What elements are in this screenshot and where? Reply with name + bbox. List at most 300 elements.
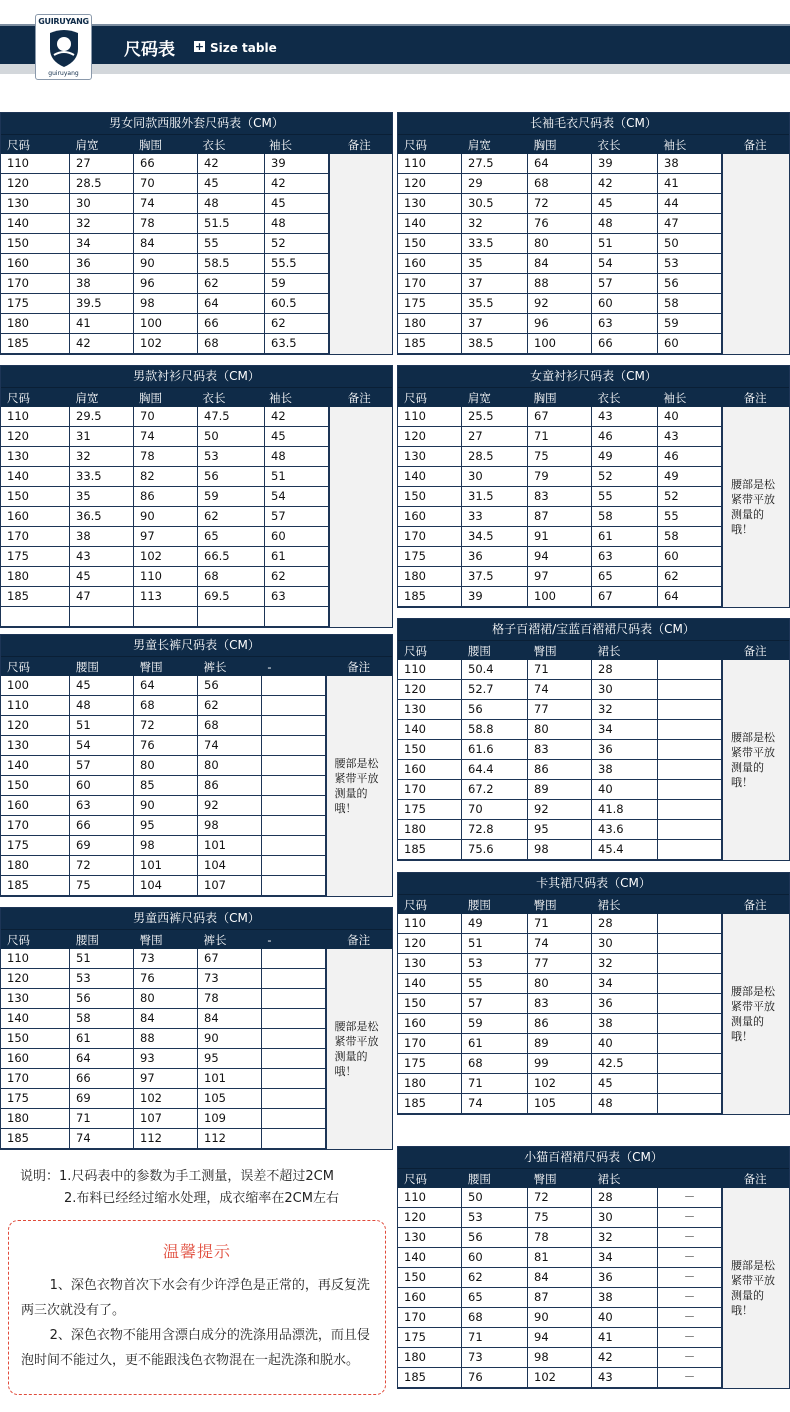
table-cell: 130 (1, 447, 70, 467)
table-cell: 98 (198, 816, 262, 836)
table-cell: 41.8 (592, 800, 658, 820)
table-header-cell: 袖长 (269, 138, 293, 152)
table-cell: 34 (592, 720, 658, 740)
table-cell: 175 (398, 1054, 462, 1074)
table-cell: 84 (528, 254, 592, 274)
table-cell: 101 (198, 1069, 262, 1089)
table-cell: 76 (134, 969, 198, 989)
table-cell: 95 (134, 816, 198, 836)
table-cell: 170 (1, 816, 70, 836)
table-body (1, 407, 392, 627)
table-cell: 36.5 (70, 507, 134, 527)
table-cell: 80 (134, 989, 198, 1009)
table-cell: 185 (1, 876, 70, 896)
table-row (1, 796, 326, 816)
table-cell: 64 (70, 1049, 134, 1069)
table-body (398, 407, 789, 607)
table-header-cell: 备注 (743, 644, 767, 658)
table-cell: 34 (592, 974, 658, 994)
table-row (1, 716, 326, 736)
table-cell: － (658, 1368, 722, 1388)
table-cell: 62 (265, 314, 329, 334)
table-row (1, 507, 329, 527)
table-cell: 45.4 (592, 840, 658, 860)
table-cell: 80 (198, 756, 262, 776)
table-row (398, 1208, 722, 1228)
table-cell: 61 (70, 1029, 134, 1049)
table-header-cell: 臀围 (139, 933, 163, 947)
table-row (398, 174, 722, 194)
table-title: 男女同款西服外套尺码表（CM） (1, 113, 392, 134)
table-rows (398, 660, 722, 860)
table-cell: 43 (658, 427, 722, 447)
table-cell: 28 (592, 1188, 658, 1208)
table-row (1, 487, 329, 507)
table-cell: 120 (1, 716, 70, 736)
table-cell: 94 (528, 1328, 592, 1348)
table-cell: 185 (398, 1094, 462, 1114)
table-header-cell: 尺码 (7, 391, 30, 405)
table-cell (658, 994, 722, 1014)
table-row (1, 696, 326, 716)
table-cell: 65 (198, 527, 265, 547)
table-cell: 98 (134, 294, 198, 314)
table-cell (70, 607, 134, 627)
table-cell: 61 (265, 547, 329, 567)
table-cell: 94 (528, 547, 592, 567)
table-cell: 70 (134, 407, 198, 427)
table-cell: 160 (1, 796, 70, 816)
table-row (1, 587, 329, 607)
table-header-cell: 备注 (347, 138, 371, 152)
table-cell: 67 (198, 949, 262, 969)
table-cell: 150 (1, 234, 70, 254)
table-cell (658, 680, 722, 700)
table-header-cell (657, 1169, 721, 1188)
table-cell: 64.4 (462, 760, 528, 780)
table-cell: 175 (398, 1328, 462, 1348)
table-cell: 42.5 (592, 1054, 658, 1074)
table-cell: 39 (592, 154, 658, 174)
table-row (1, 334, 329, 354)
table-header-cell: 尺码 (404, 644, 427, 658)
table-header-cell (657, 895, 721, 914)
table-header-cell: 尺码 (7, 660, 30, 674)
table-cell: 90 (528, 1308, 592, 1328)
table-cell: 56 (658, 274, 722, 294)
tips-box (8, 1220, 386, 1395)
table-cell (658, 954, 722, 974)
table-cell (265, 607, 329, 627)
table-cell: 170 (398, 1034, 462, 1054)
table-title: 男款衬衫尺码表（CM） (1, 366, 392, 387)
table-row (1, 214, 329, 234)
table-title: 长袖毛衣尺码表（CM） (398, 113, 789, 134)
table-cell: 120 (398, 680, 462, 700)
table-cell: 104 (134, 876, 198, 896)
table-cell: 175 (398, 294, 462, 314)
table-cell: 71 (528, 660, 592, 680)
table-cell: 140 (398, 974, 462, 994)
table-cell: 160 (398, 1014, 462, 1034)
table-cell: 80 (528, 720, 592, 740)
table-cell (262, 1009, 326, 1029)
table-cell: 32 (70, 447, 134, 467)
table-cell: 130 (398, 447, 462, 467)
table-cell: 30 (592, 680, 658, 700)
logo-text-top: GUIRUYANG (38, 17, 89, 26)
table-cell: 130 (398, 194, 462, 214)
table-cell (262, 876, 326, 896)
table-cell: 63 (265, 587, 329, 607)
table-cell: 68 (198, 716, 262, 736)
table-row (1, 427, 329, 447)
table-cell: 60 (70, 776, 134, 796)
table-cell: 66 (70, 816, 134, 836)
table-cell: 75.6 (462, 840, 528, 860)
table-cell: 86 (528, 760, 592, 780)
table-header-cell: 备注 (347, 933, 371, 947)
table-cell: 50 (198, 427, 265, 447)
table-cell: 87 (528, 507, 592, 527)
table-cell: 57 (70, 756, 134, 776)
table-cell: 43 (70, 547, 134, 567)
table-header-cell: 腰围 (75, 660, 99, 674)
explanation-line-1: 说明：1.尺码表中的参数为手工测量，误差不超过2CM (20, 1169, 334, 1184)
table-cell: 78 (134, 447, 198, 467)
table-cell: 170 (398, 780, 462, 800)
table-cell: 59 (198, 487, 265, 507)
table-row (398, 1014, 722, 1034)
table-row (398, 1268, 722, 1288)
table-row (1, 1029, 326, 1049)
table-cell: 170 (398, 527, 462, 547)
table-header-cell: 胸围 (533, 138, 557, 152)
table-row (1, 274, 329, 294)
table-cell: 67 (528, 407, 592, 427)
table-note (329, 407, 392, 627)
table-cell: 45 (70, 676, 134, 696)
table-cell: 150 (1, 776, 70, 796)
table-cell: 76 (134, 736, 198, 756)
table-cell: 40 (592, 1034, 658, 1054)
table-cell: 57 (462, 994, 528, 1014)
table-cell: 112 (134, 1129, 198, 1149)
table-cell: 98 (134, 836, 198, 856)
table-row (1, 154, 329, 174)
table-cell: 160 (398, 760, 462, 780)
table-cell: 52 (592, 467, 658, 487)
table-cell: 74 (198, 736, 262, 756)
table-cell: 45 (265, 427, 329, 447)
table-note (722, 660, 789, 860)
table-cell: 38 (592, 760, 658, 780)
table-cell: 63 (592, 314, 658, 334)
table-cell: 62 (198, 696, 262, 716)
table-cell (262, 736, 326, 756)
table-header-cell: 衣长 (202, 138, 226, 152)
table-cell: － (658, 1348, 722, 1368)
table-header-cell: 衣长 (597, 391, 621, 405)
table-cell: 32 (462, 214, 528, 234)
table-row (398, 680, 722, 700)
table-cell: 54 (70, 736, 134, 756)
table-cell: 42 (592, 1348, 658, 1368)
table-cell: 110 (1, 407, 70, 427)
table-header-cell: 裤长 (203, 660, 227, 674)
table-cell: － (658, 1228, 722, 1248)
table-cell (658, 840, 722, 860)
table-header-cell: 腰围 (75, 933, 99, 947)
table-cell: 38 (658, 154, 722, 174)
table-row (1, 816, 326, 836)
table-cell: 31.5 (462, 487, 528, 507)
table-cell: 56 (198, 467, 265, 487)
table-header-cell: 腰围 (467, 1172, 491, 1186)
table-cell: 50.4 (462, 660, 528, 680)
table-cell: 86 (134, 487, 198, 507)
table-cell: 140 (1, 756, 70, 776)
table-cell: 100 (134, 314, 198, 334)
table-cell: 69.5 (198, 587, 265, 607)
table-cell: 58.8 (462, 720, 528, 740)
table-note (722, 407, 789, 607)
table-cell: 70 (462, 800, 528, 820)
table-cell: 49 (658, 467, 722, 487)
table-cell: 86 (528, 1014, 592, 1034)
table-cell: 170 (1, 274, 70, 294)
table-cell: 52 (658, 487, 722, 507)
table-cell: 100 (1, 676, 70, 696)
table-cell: 53 (658, 254, 722, 274)
table-cell: 59 (658, 314, 722, 334)
table-cell: 42 (198, 154, 265, 174)
table-cell: 53 (462, 1208, 528, 1228)
table-cell: 64 (134, 676, 198, 696)
table-rows (398, 1188, 722, 1388)
table-row (398, 274, 722, 294)
table-cell: 101 (198, 836, 262, 856)
table-cell: 102 (134, 1089, 198, 1109)
table-cell: － (658, 1208, 722, 1228)
table-cell: 67 (592, 587, 658, 607)
table-cell: 84 (134, 234, 198, 254)
table-row (398, 994, 722, 1014)
table-cell: 150 (398, 234, 462, 254)
table-cell (658, 700, 722, 720)
table-cell: 185 (398, 587, 462, 607)
table-cell (658, 740, 722, 760)
table-cell: 41 (70, 314, 134, 334)
table-header-row (398, 894, 789, 914)
table-note-text: 腰部是松紧带平放测量的哦！ (731, 1259, 775, 1317)
table-cell: 36 (592, 740, 658, 760)
brand-logo (35, 14, 92, 80)
table-cell: 31 (70, 427, 134, 447)
table-cell: 90 (198, 1029, 262, 1049)
table-row (1, 836, 326, 856)
table-cell: 33 (462, 507, 528, 527)
page-title: 尺码表 (124, 40, 175, 60)
table-cell: 185 (1, 587, 70, 607)
table-cell (262, 1029, 326, 1049)
table-note-text: 腰部是松紧带平放测量的哦！ (731, 985, 775, 1043)
table-cell: 32 (592, 700, 658, 720)
table-cell: 77 (528, 700, 592, 720)
table-cell: 56 (198, 676, 262, 696)
table-cell (262, 836, 326, 856)
table-cell: 61.6 (462, 740, 528, 760)
table-cell: 55 (462, 974, 528, 994)
table-header-cell: 备注 (743, 138, 767, 152)
table-cell: 130 (398, 954, 462, 974)
table-cell: 63 (592, 547, 658, 567)
table-row (398, 1348, 722, 1368)
table-cell: 175 (1, 836, 70, 856)
table-cell: 80 (134, 756, 198, 776)
table-header-cell: 袖长 (663, 391, 687, 405)
table-row (1, 314, 329, 334)
size-table (397, 112, 790, 355)
plus-box-icon: + (194, 40, 205, 53)
table-cell: 45 (592, 1074, 658, 1094)
table-row (1, 567, 329, 587)
table-cell: 60.5 (265, 294, 329, 314)
size-table (0, 365, 393, 628)
table-cell (262, 1069, 326, 1089)
table-cell: 120 (1, 969, 70, 989)
table-cell: 30.5 (462, 194, 528, 214)
table-cell: 83 (528, 994, 592, 1014)
table-row (1, 407, 329, 427)
table-row (1, 1109, 326, 1129)
table-row (398, 1328, 722, 1348)
table-note-text: 腰部是松紧带平放测量的哦！ (334, 1020, 379, 1078)
table-cell: 98 (528, 840, 592, 860)
table-cell (658, 914, 722, 934)
table-row (398, 1368, 722, 1388)
table-cell: 110 (398, 407, 462, 427)
size-table (397, 618, 790, 861)
tips-title: 温馨提示 (162, 1242, 231, 1261)
table-cell: 74 (528, 934, 592, 954)
table-row (398, 720, 722, 740)
table-cell: 51 (70, 716, 134, 736)
table-cell: 66 (134, 154, 198, 174)
table-cell: 66 (70, 1069, 134, 1089)
table-cell (658, 660, 722, 680)
table-cell: 185 (398, 334, 462, 354)
table-cell: 71 (70, 1109, 134, 1129)
table-cell: 48 (265, 214, 329, 234)
table-cell (262, 969, 326, 989)
table-cell (658, 974, 722, 994)
table-cell: 37 (462, 314, 528, 334)
table-body (398, 660, 789, 860)
table-cell: 43.6 (592, 820, 658, 840)
table-cell: 130 (398, 1228, 462, 1248)
table-cell: 48 (198, 194, 265, 214)
table-cell: 28.5 (70, 174, 134, 194)
table-cell: 56 (462, 700, 528, 720)
table-cell: 180 (398, 567, 462, 587)
table-header-cell: 臀围 (139, 660, 163, 674)
table-cell: 60 (462, 1248, 528, 1268)
table-cell: 41 (592, 1328, 658, 1348)
table-row (1, 1009, 326, 1029)
table-cell: 62 (462, 1268, 528, 1288)
table-header-cell: 肩宽 (75, 391, 99, 405)
table-cell: 104 (198, 856, 262, 876)
table-cell: 66.5 (198, 547, 265, 567)
table-cell: 102 (528, 1074, 592, 1094)
table-row (398, 660, 722, 680)
table-row (1, 194, 329, 214)
table-header-cell: 裙长 (597, 1172, 621, 1186)
logo-text-bottom: guiruyang (48, 70, 79, 77)
table-cell: 85 (134, 776, 198, 796)
table-cell: 34 (70, 234, 134, 254)
table-cell: 130 (1, 194, 70, 214)
table-cell: 61 (592, 527, 658, 547)
table-row (1, 756, 326, 776)
table-row (398, 780, 722, 800)
table-cell: 32 (592, 954, 658, 974)
table-title: 卡其裙尺码表（CM） (398, 873, 789, 894)
table-row (398, 254, 722, 274)
table-cell: 175 (398, 547, 462, 567)
table-cell: 120 (1, 174, 70, 194)
table-cell: 28 (592, 914, 658, 934)
table-cell: 51 (462, 934, 528, 954)
table-row (398, 1308, 722, 1328)
table-cell: 82 (134, 467, 198, 487)
table-header-cell: 尺码 (404, 391, 427, 405)
table-cell: 45 (592, 194, 658, 214)
table-cell: 77 (528, 954, 592, 974)
table-header-cell: 裤长 (203, 933, 227, 947)
table-row (398, 407, 722, 427)
table-cell: 64 (198, 294, 265, 314)
table-cell: 60 (658, 547, 722, 567)
table-cell: 33.5 (462, 234, 528, 254)
table-header-cell: 胸围 (139, 391, 162, 405)
table-cell (262, 796, 326, 816)
table-header-cell: 臀围 (533, 1172, 557, 1186)
table-note (722, 1188, 789, 1388)
table-row (398, 1094, 722, 1114)
table-cell (262, 776, 326, 796)
table-header-cell: 备注 (347, 391, 371, 405)
table-row (398, 567, 722, 587)
table-header-cell: 袖长 (269, 391, 293, 405)
table-cell: 71 (528, 914, 592, 934)
table-cell: 39 (462, 587, 528, 607)
table-rows (1, 949, 326, 1149)
table-row (1, 776, 326, 796)
table-cell: 74 (134, 194, 198, 214)
table-cell: 59 (265, 274, 329, 294)
table-cell (658, 1014, 722, 1034)
table-title: 小猫百褶裙尺码表（CM） (398, 1147, 789, 1168)
table-cell: 185 (1, 334, 70, 354)
table-header-cell (657, 641, 721, 660)
table-cell: 37 (462, 274, 528, 294)
table-cell (262, 696, 326, 716)
table-cell: 180 (398, 820, 462, 840)
table-header-row (1, 134, 392, 154)
table-cell: 120 (1, 427, 70, 447)
